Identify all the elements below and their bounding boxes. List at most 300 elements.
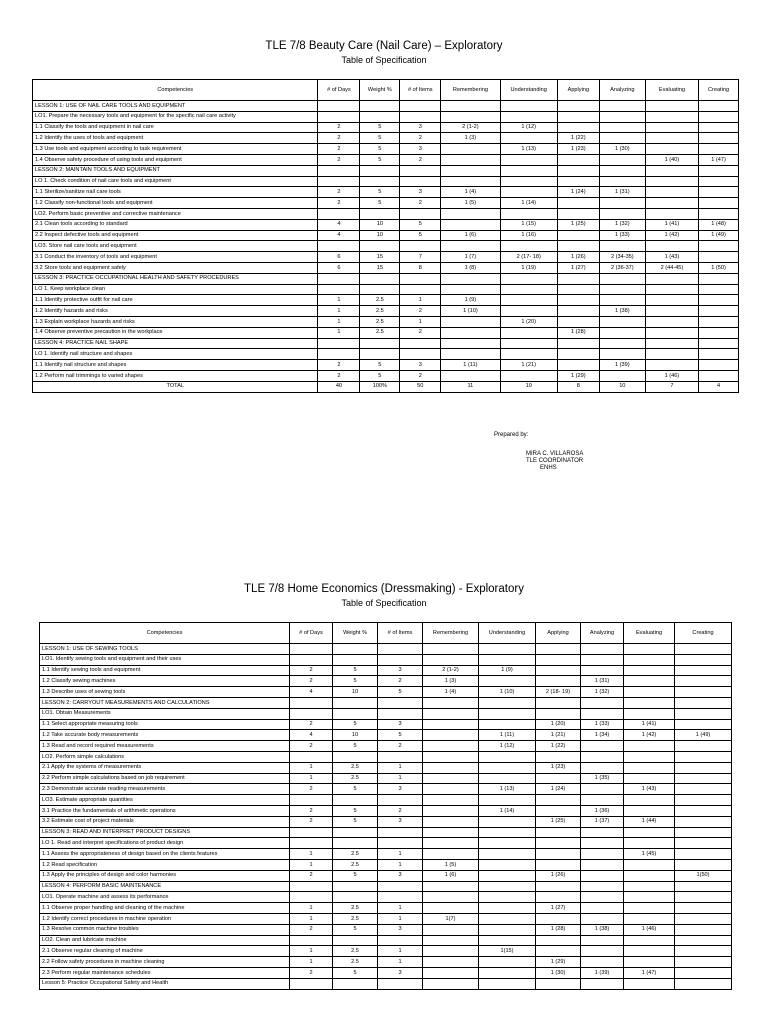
value-cell [378, 654, 423, 665]
value-cell [500, 349, 557, 360]
competency-cell: LO1. Operate machine and assess its performance [40, 892, 290, 903]
value-cell [624, 697, 675, 708]
value-cell [624, 913, 675, 924]
total-value: 100% [360, 381, 400, 392]
value-cell: 5 [333, 719, 378, 730]
value-cell [333, 827, 378, 838]
value-cell: 2 (1-2) [441, 122, 500, 133]
value-cell [333, 881, 378, 892]
value-cell [441, 219, 500, 230]
table-row [33, 133, 739, 144]
value-cell: 1 (47) [624, 967, 675, 978]
value-cell [624, 892, 675, 903]
value-cell [333, 654, 378, 665]
value-cell [400, 176, 441, 187]
value-cell [441, 176, 500, 187]
value-cell [624, 741, 675, 752]
value-cell [423, 719, 479, 730]
value-cell [536, 935, 581, 946]
value-cell [624, 935, 675, 946]
value-cell [675, 903, 732, 914]
value-cell [645, 295, 698, 306]
value-cell: 1 (42) [624, 730, 675, 741]
value-cell: 5 [333, 924, 378, 935]
table-row [40, 978, 732, 989]
value-cell [645, 176, 698, 187]
value-cell [557, 284, 599, 295]
value-cell [624, 978, 675, 989]
value-cell [479, 967, 536, 978]
value-cell: 3 [400, 144, 441, 155]
value-cell: 1 [290, 849, 333, 860]
value-cell: 1 (20) [500, 316, 557, 327]
value-cell [699, 144, 739, 155]
table-row [40, 762, 732, 773]
value-cell: 1 (3) [441, 133, 500, 144]
table-row [33, 262, 739, 273]
value-cell: 3 [378, 924, 423, 935]
value-cell: 1 (42) [645, 230, 698, 241]
table-row [40, 913, 732, 924]
value-cell [675, 849, 732, 860]
value-cell: 1 (34) [581, 730, 624, 741]
table-row [40, 708, 732, 719]
value-cell [479, 676, 536, 687]
value-cell [675, 892, 732, 903]
total-value: 10 [500, 381, 557, 392]
value-cell [675, 719, 732, 730]
value-cell [318, 111, 360, 122]
value-cell [599, 165, 645, 176]
value-cell [441, 241, 500, 252]
competency-cell: LESSON 1: USE OF NAIL CARE TOOLS AND EQUIPMENT [33, 101, 318, 112]
table-row [40, 719, 732, 730]
column-header: Understanding [500, 80, 557, 101]
value-cell: 1 [400, 295, 441, 306]
value-cell: 1 (5) [423, 859, 479, 870]
value-cell [360, 176, 400, 187]
competency-cell: 1.2 Perform nail trimmings to varied shapes [33, 370, 318, 381]
value-cell [441, 165, 500, 176]
value-cell: 2 [290, 741, 333, 752]
value-cell: 1 [378, 957, 423, 968]
value-cell: 4 [318, 230, 360, 241]
value-cell [423, 697, 479, 708]
value-cell [318, 208, 360, 219]
value-cell: 2 [318, 360, 360, 371]
value-cell [581, 665, 624, 676]
value-cell [318, 241, 360, 252]
value-cell: 3 [378, 719, 423, 730]
value-cell [536, 978, 581, 989]
value-cell [378, 697, 423, 708]
value-cell: 1 (29) [536, 957, 581, 968]
value-cell: 1 (27) [536, 903, 581, 914]
value-cell [536, 849, 581, 860]
value-cell [599, 111, 645, 122]
value-cell [557, 101, 599, 112]
value-cell [599, 241, 645, 252]
value-cell [557, 176, 599, 187]
value-cell [645, 338, 698, 349]
value-cell: 5 [360, 360, 400, 371]
value-cell: 5 [333, 665, 378, 676]
column-header: # of Items [378, 623, 423, 644]
value-cell: 15 [360, 252, 400, 263]
value-cell: 2.5 [333, 762, 378, 773]
table-row [33, 295, 739, 306]
doc2-subtitle: Table of Specification [341, 598, 427, 608]
value-cell: 2 [378, 676, 423, 687]
table-row [40, 816, 732, 827]
value-cell: 1 (14) [479, 805, 536, 816]
value-cell: 1 (37) [581, 816, 624, 827]
value-cell: 3 [378, 816, 423, 827]
value-cell [581, 795, 624, 806]
competency-cell: 1.2 Classify non-functional tools and equipment [33, 198, 318, 209]
value-cell: 2.5 [360, 316, 400, 327]
competency-cell: 1.1 Observe proper handling and cleaning of the machine [40, 903, 290, 914]
value-cell [675, 644, 732, 655]
value-cell: 10 [333, 730, 378, 741]
total-value: 50 [400, 381, 441, 392]
value-cell [423, 741, 479, 752]
value-cell: 1 (46) [645, 370, 698, 381]
table-row [40, 697, 732, 708]
value-cell [675, 654, 732, 665]
value-cell [290, 978, 333, 989]
value-cell [479, 751, 536, 762]
value-cell: 2.5 [333, 957, 378, 968]
value-cell [557, 165, 599, 176]
value-cell [500, 370, 557, 381]
value-cell [333, 697, 378, 708]
value-cell [557, 349, 599, 360]
value-cell: 1 (28) [536, 924, 581, 935]
competency-cell: 3.2 Store tools and equipment safely [33, 262, 318, 273]
value-cell [699, 198, 739, 209]
value-cell: 1 [318, 316, 360, 327]
doc2-title: TLE 7/8 Home Economics (Dressmaking) - Exploratory [244, 583, 524, 595]
value-cell [599, 176, 645, 187]
value-cell: 1 (22) [536, 741, 581, 752]
value-cell [500, 273, 557, 284]
column-header: Remembering [423, 623, 479, 644]
column-header: Evaluating [624, 623, 675, 644]
value-cell: 1 (33) [599, 230, 645, 241]
value-cell [290, 935, 333, 946]
value-cell [599, 273, 645, 284]
column-header: Remembering [441, 80, 500, 101]
value-cell [441, 349, 500, 360]
competency-cell: LO 1. Keep workplace clean [33, 284, 318, 295]
value-cell [645, 187, 698, 198]
value-cell [645, 198, 698, 209]
table-row [40, 751, 732, 762]
signatory-position: TLE COORDINATOR [526, 458, 584, 464]
value-cell [675, 762, 732, 773]
value-cell: 7 [400, 252, 441, 263]
value-cell: 1 (21) [500, 360, 557, 371]
value-cell: 1 (10) [479, 687, 536, 698]
value-cell [699, 316, 739, 327]
value-cell [624, 751, 675, 762]
value-cell: 1 (11) [441, 360, 500, 371]
table-row [40, 654, 732, 665]
value-cell [699, 101, 739, 112]
value-cell [360, 208, 400, 219]
value-cell [624, 838, 675, 849]
value-cell [479, 913, 536, 924]
value-cell [624, 859, 675, 870]
value-cell [378, 892, 423, 903]
value-cell: 8 [400, 262, 441, 273]
value-cell: 5 [400, 219, 441, 230]
value-cell: 4 [290, 730, 333, 741]
table-row [40, 773, 732, 784]
value-cell: 1 (26) [536, 870, 581, 881]
value-cell: 2 [400, 133, 441, 144]
value-cell [581, 654, 624, 665]
value-cell [318, 284, 360, 295]
value-cell: 1 [290, 957, 333, 968]
value-cell [290, 654, 333, 665]
value-cell [599, 101, 645, 112]
competency-cell: 1.3 Apply the principles of design and color harmonies [40, 870, 290, 881]
table-row [40, 859, 732, 870]
value-cell [624, 773, 675, 784]
value-cell [441, 144, 500, 155]
value-cell [441, 370, 500, 381]
table-row [40, 892, 732, 903]
value-cell [675, 665, 732, 676]
value-cell: 5 [360, 133, 400, 144]
value-cell [500, 154, 557, 165]
value-cell [675, 676, 732, 687]
value-cell [423, 654, 479, 665]
value-cell [479, 849, 536, 860]
value-cell [290, 751, 333, 762]
table-row [40, 665, 732, 676]
competency-cell: LO1. Identify sewing tools and equipment and their uses [40, 654, 290, 665]
value-cell [557, 122, 599, 133]
value-cell: 2 [318, 144, 360, 155]
value-cell [557, 208, 599, 219]
value-cell: 2 (18- 19) [536, 687, 581, 698]
value-cell [675, 741, 732, 752]
value-cell: 1 (48) [699, 219, 739, 230]
value-cell [500, 284, 557, 295]
value-cell: 1 (31) [599, 187, 645, 198]
value-cell [423, 838, 479, 849]
table-header-row [40, 623, 732, 644]
table-row [40, 676, 732, 687]
value-cell: 1 (14) [500, 198, 557, 209]
value-cell: 2 (1-2) [423, 665, 479, 676]
table-row [40, 687, 732, 698]
competency-cell: LESSON 2: MAINTAIN TOOLS AND EQUIPMENT [33, 165, 318, 176]
competency-cell: 1.2 Identify the uses of tools and equipment [33, 133, 318, 144]
value-cell [581, 708, 624, 719]
value-cell [581, 946, 624, 957]
value-cell [645, 122, 698, 133]
competency-cell: 2.1 Observe regular cleaning of machine [40, 946, 290, 957]
value-cell [581, 870, 624, 881]
signatory-block [526, 451, 583, 472]
value-cell [581, 935, 624, 946]
value-cell: 5 [360, 187, 400, 198]
table-row [33, 273, 739, 284]
value-cell [290, 697, 333, 708]
value-cell: 1 [290, 946, 333, 957]
column-header: # of Days [290, 623, 333, 644]
competency-cell: Lesson 5: Practice Occupational Safety and Health [40, 978, 290, 989]
value-cell: 1 [378, 859, 423, 870]
competency-cell: 1.3 Resolve common machine troubles [40, 924, 290, 935]
value-cell: 1 [290, 762, 333, 773]
value-cell [581, 751, 624, 762]
competency-cell: 2.2 Inspect defective tools and equipment [33, 230, 318, 241]
value-cell: 3 [400, 122, 441, 133]
value-cell: 1(7) [423, 913, 479, 924]
value-cell: 1 [378, 762, 423, 773]
total-row [33, 381, 739, 392]
table-row [33, 122, 739, 133]
column-header: Creating [699, 80, 739, 101]
value-cell [536, 644, 581, 655]
value-cell [441, 273, 500, 284]
table-row [33, 338, 739, 349]
value-cell: 1 (30) [536, 967, 581, 978]
table-row [40, 795, 732, 806]
value-cell: 5 [333, 967, 378, 978]
value-cell [333, 838, 378, 849]
value-cell: 1 (36) [581, 805, 624, 816]
value-cell [599, 295, 645, 306]
value-cell: 1 (33) [581, 719, 624, 730]
value-cell: 3 [378, 870, 423, 881]
competency-cell: 1.2 Identify correct procedures in machine operation [40, 913, 290, 924]
table-row [40, 784, 732, 795]
table-row [33, 101, 739, 112]
value-cell [675, 827, 732, 838]
value-cell: 5 [333, 676, 378, 687]
value-cell [360, 101, 400, 112]
competency-cell: LESSON 1: USE OF SEWING TOOLS [40, 644, 290, 655]
value-cell: 1 [318, 295, 360, 306]
table-row [40, 827, 732, 838]
competency-cell: 1.1 Assess the appropriateness of design based on the clients features [40, 849, 290, 860]
value-cell [557, 111, 599, 122]
value-cell: 1 (15) [500, 219, 557, 230]
table-row [33, 360, 739, 371]
value-cell [290, 644, 333, 655]
value-cell: 4 [318, 219, 360, 230]
value-cell [500, 241, 557, 252]
table-row [33, 144, 739, 155]
value-cell: 1 (6) [423, 870, 479, 881]
value-cell [479, 762, 536, 773]
competency-cell: 2.2 Perform simple calculations based on job requirement [40, 773, 290, 784]
value-cell [500, 338, 557, 349]
value-cell [360, 349, 400, 360]
value-cell [599, 198, 645, 209]
value-cell: 1 (38) [581, 924, 624, 935]
value-cell: 1 (19) [500, 262, 557, 273]
value-cell [333, 935, 378, 946]
value-cell [423, 730, 479, 741]
value-cell: 1 (23) [557, 144, 599, 155]
value-cell [423, 708, 479, 719]
value-cell [624, 676, 675, 687]
value-cell [645, 133, 698, 144]
column-header: Applying [557, 80, 599, 101]
value-cell [699, 360, 739, 371]
value-cell: 2 (36-37) [599, 262, 645, 273]
competency-cell: 2.2 Follow safety procedures in machine cleaning [40, 957, 290, 968]
total-value: 11 [441, 381, 500, 392]
value-cell: 2 (44-45) [645, 262, 698, 273]
value-cell [624, 827, 675, 838]
column-header: Competencies [40, 623, 290, 644]
value-cell: 1 (4) [441, 187, 500, 198]
table-row [40, 741, 732, 752]
value-cell [441, 154, 500, 165]
value-cell [479, 708, 536, 719]
value-cell: 1 (9) [479, 665, 536, 676]
value-cell: 5 [360, 144, 400, 155]
value-cell [699, 241, 739, 252]
value-cell [423, 881, 479, 892]
value-cell [645, 360, 698, 371]
competency-cell: 1.1 Identify sewing tools and equipment [40, 665, 290, 676]
value-cell [675, 697, 732, 708]
table-row [33, 349, 739, 360]
value-cell [536, 795, 581, 806]
value-cell [536, 892, 581, 903]
nail-care-specification-table [32, 79, 739, 393]
value-cell: 2 (34-35) [599, 252, 645, 263]
column-header: Competencies [33, 80, 318, 101]
value-cell [557, 316, 599, 327]
value-cell [599, 370, 645, 381]
value-cell [557, 338, 599, 349]
value-cell [318, 176, 360, 187]
value-cell: 2 [318, 187, 360, 198]
value-cell [557, 273, 599, 284]
value-cell [423, 924, 479, 935]
value-cell: 2.5 [360, 295, 400, 306]
value-cell [360, 241, 400, 252]
value-cell [536, 881, 581, 892]
value-cell [699, 284, 739, 295]
signatory-school: ENHS [540, 465, 557, 471]
value-cell: 2 [400, 370, 441, 381]
competency-cell: LO1. Obtain Measurements [40, 708, 290, 719]
value-cell: 1 (32) [581, 687, 624, 698]
value-cell [423, 644, 479, 655]
value-cell [624, 957, 675, 968]
value-cell: 1 [290, 859, 333, 870]
value-cell [675, 687, 732, 698]
value-cell [333, 751, 378, 762]
value-cell [423, 827, 479, 838]
value-cell [479, 654, 536, 665]
value-cell [500, 208, 557, 219]
value-cell: 1 (39) [581, 967, 624, 978]
value-cell [699, 338, 739, 349]
value-cell: 1 [378, 903, 423, 914]
